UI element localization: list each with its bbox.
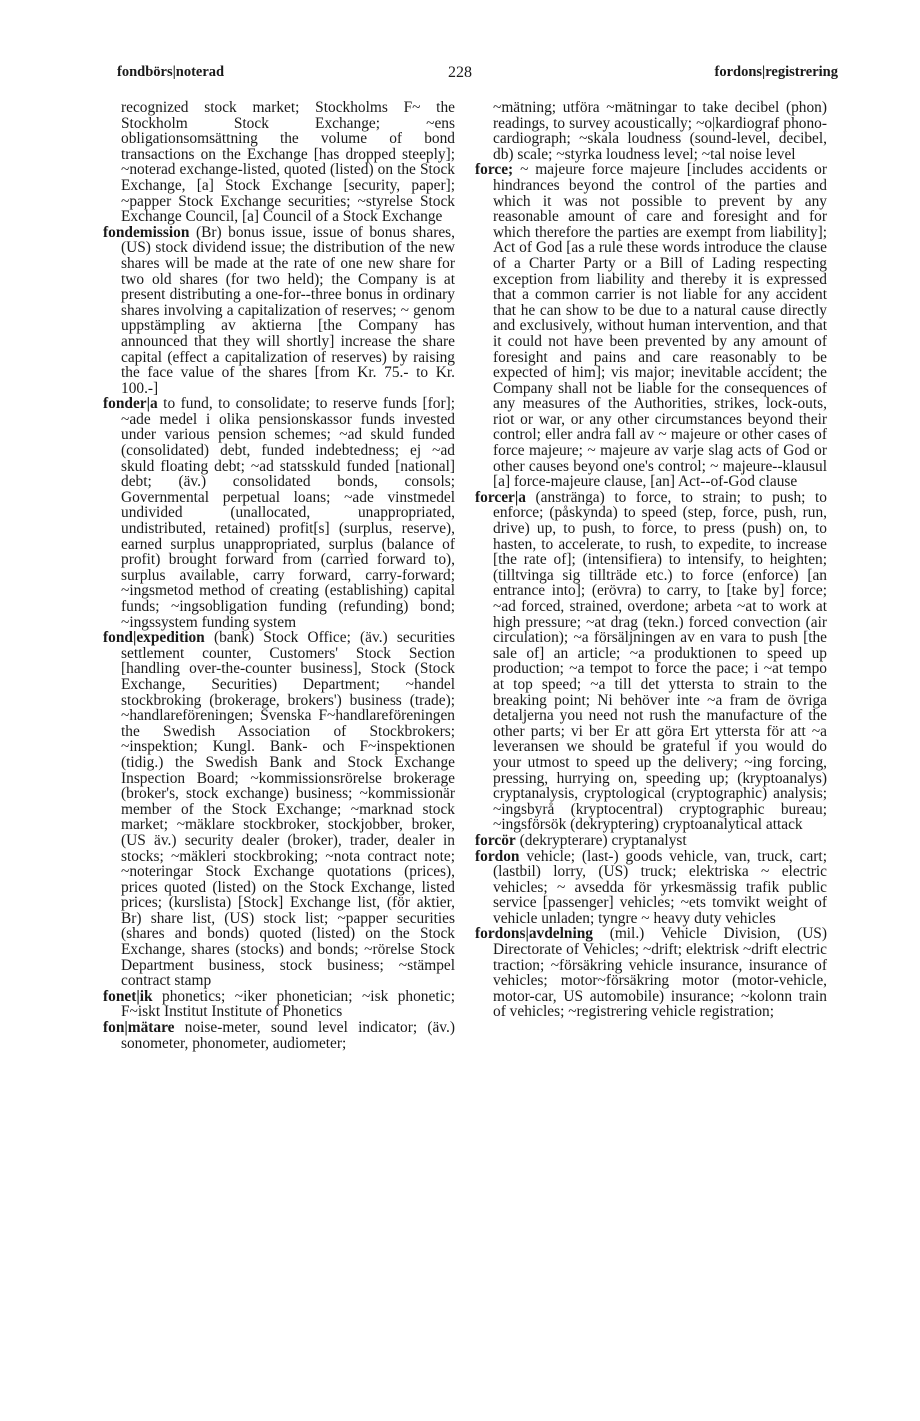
dictionary-entry xyxy=(475,849,827,927)
entry-text: ~mätning; utföra ~mätningar to take decibel (phon) readings, to survey acoustically; ~o|kardiograf phono-cardiograph; ~skala loudness (sound-level, decibel, db) scale; ~styrka loudness level; ~tal noise level xyxy=(493,99,827,163)
dictionary-entry xyxy=(475,162,827,489)
left-guide-word: fondbörs|noterad xyxy=(117,64,225,80)
entry-text: (dekrypterare) cryptanalyst xyxy=(519,831,687,849)
entry-text: (bank) Stock Office; (äv.) securities settlement counter, Customers' Stock Section [handling over-the-counter business], Stock (Stock Exchange, Securities) Department; ~handel stockbroking (brokerage, brokers') business (trade); ~handlareföreningen; Svenska F~handlareföreningen the Swedish Association of Stockbrokers; ~inspektion; Kungl. Bank- och F~inspektionen (tidig.) the Swedish Bank and Stock Exchange Inspection Board; ~kommissionsrörelse brokerage (broker's, stock exchange) business; ~kommissionär member of the Stock Exchange; ~marknad stock market; ~mäklare stockbroker, stockjobber, broker, (US äv.) security dealer (broker), trader, dealer in stocks; ~mäkleri stockbroking; ~nota contract note; ~noteringar Stock Exchange quotations (prices), prices quoted (listed) on the Stock Exchange, listed prices; (kurslista) [Stock] Exchange list, (för aktier, Br) share list, (US) stock list; ~papper securities (shares and bonds) quoted (listed) on the Stock Exchange, shares (stocks) and bonds; ~rörelse Stock Department business, stock business; ~stämpel contract stamp xyxy=(121,629,455,990)
dictionary-entry xyxy=(475,100,827,162)
entry-text: phonetics; ~iker phonetician; ~isk phonetic; F~iskt Institut Institute of Phonetics xyxy=(121,987,455,1021)
headword: fon|mätare xyxy=(103,1019,175,1037)
entry-text: (anstränga) to force, to strain; to push; to enforce; (påskynda) to speed (step, force, push, run, drive) up, to push, to force, to press (push) on, to hasten, to accelerate, to rush, to expedite, to increase [the rate of]; (intensifiera) to intensify, to heighten; (tilltvinga sig tillträde etc.) to force (enforce) [an entrance into]; (erövra) to carry, to [take by] force; ~ad forced, strained, overdone; arbeta ~at to work at high pressure; ~at drag (tekn.) forced convection (air circulation); ~a försäljningen av en vara to push [the sale of] an article; ~a produktionen to speed up production; ~a tempot to force the pace; i ~at tempo at top speed; ~a till det yttersta to strain to the breaking point; Ni behöver inte ~a fram de övriga detaljerna you need not rush the manufacture of the other parts; vi ber Er att göra Ert yttersta för att ~a leveransen we should be grateful if you would do your utmost to speed up the delivery; ~ing forcing, pressing, hurrying on, speeding up; (kryptoanalys) cryptanalysis, cryptological (cryptographic) analysis; ~ingsbyrå (kryptocentral) cryptographic bureau; ~ingsförsök (dekryptering) cryptoanalytical attack xyxy=(493,488,827,834)
headword: fonet|ik xyxy=(103,987,153,1005)
headword: fond|expedition xyxy=(103,629,205,647)
headword: fordons|avdelning xyxy=(475,925,593,943)
headword: forcer|a xyxy=(475,488,526,506)
dictionary-entry xyxy=(103,630,455,989)
dictionary-entry xyxy=(103,225,455,397)
dictionary-entry xyxy=(103,1020,455,1051)
dictionary-entry xyxy=(475,490,827,833)
headword: fondemission xyxy=(103,223,190,241)
entry-text: ~ majeure force majeure [includes accidents or hindrances beyond the control of the parties and which it was not possible to prevent by any reasonable amount of care and foresight and for which therefore the parties are exempt from liability]; Act of God [as a rule these words introduce the clause of a Charter Party or a Bill of Lading respecting exception from liability and thereby it is expressed that a common carrier is not liable for any accident that he can show to be due to a natural cause directly and exclusively, without human intervention, and that it could not have been prevented by any amount of foresight and pains and care reasonably to be expected of him]; vis major; inevitable accident; the Company shall not be liable for the consequences of any measures of the Authorities, strikes, lock-outs, riot or war, or any other circumstances beyond their control; eller andra fall av ~ majeure or other cases of force majeure; ~ majeure av varje slag acts of God or other causes beyond one's control; ~ majeure--klausul [a] force-majeure clause, [an] Act--of-God clause xyxy=(493,161,827,491)
headword: fordon xyxy=(475,847,520,865)
headword: forcör xyxy=(475,831,516,849)
dictionary-entry xyxy=(103,100,455,225)
page-number: 228 xyxy=(448,64,472,81)
entry-text: recognized stock market; Stockholms F~ the Stockholm Stock Exchange; ~ens obligationsomsättning the volume of bond transactions on the Exchange [has dropped steeply]; ~noterad exchange-listed, quoted (listed) on the Stock Exchange, [a] Stock Exchange [security, paper]; ~papper Stock Exchange securities; ~styrelse Stock Exchange Council, [a] Council of a Stock Exchange xyxy=(121,99,455,226)
headword: force; xyxy=(475,161,514,179)
right-column xyxy=(475,100,827,1020)
left-column xyxy=(103,100,455,1051)
headword: fonder|a xyxy=(103,395,158,413)
right-guide-word: fordons|registrering xyxy=(714,64,838,80)
dictionary-entry xyxy=(475,833,827,849)
entry-text: (Br) bonus issue, issue of bonus shares, (US) stock dividend issue; the distribution of the new shares will be made at the rate of one new share for two old shares (for two held); the Company is at present distributing a one-for--three bonus in ordinary shares involving a capitalization of reserves; ~ genom uppstämpling av aktierna [the Company has announced that they will shortly] increase the share capital (effect a capitalization of reserves) by raising the face value of the shares [from Kr. 75.- to Kr. 100.-] xyxy=(121,223,455,397)
entry-text: to fund, to consolidate; to reserve funds [for]; ~ade medel i olika pensionskassor funds invested under various pension schemes; ~ad skuld funded (consolidated) debt, funded indebtedness; ej ~ad skuld floating debt; ~ad statsskuld funded [national] debt; (äv.) consolidated bonds, consols; Governmental perpetual loans; ~ade vinstmedel undivided (unallocated, unappropriated, undistributed, retained) profit[s] (surplus, reserve), earned surplus unappropriated, surplus (balance of profit) brought forward from (carried forward to), surplus available, carry forward, carry-forward; ~ingsmetod method of creating (establishing) capital funds; ~ingsobligation funding (refunding) bond; ~ingssystem funding system xyxy=(121,395,455,631)
entry-text: (mil.) Vehicle Division, (US) Directorate of Vehicles; ~drift; elektrisk ~drift electric traction; ~försäkring vehicle insurance, insurance of vehicles; motor~försäkring motor (motor-vehicle, motor-car, US automobile) insurance; ~kolonn train of vehicles; ~registrering vehicle registration; xyxy=(493,925,827,1021)
dictionary-entry xyxy=(103,396,455,630)
dictionary-entry xyxy=(475,926,827,1020)
dictionary-entry xyxy=(103,989,455,1020)
entry-text: noise-meter, sound level indicator; (äv.) sonometer, phonometer, audiometer; xyxy=(121,1019,455,1052)
entry-text: vehicle; (last-) goods vehicle, van, truck, cart; (lastbil) lorry, (US) truck; elektriska ~ electric vehicles; ~ avsedda för yrkesmässig trafik public service [passenger] vehicles; ~ets tomvikt weight of vehicle unladen; tyngre ~ heavy duty vehicles xyxy=(493,847,827,927)
